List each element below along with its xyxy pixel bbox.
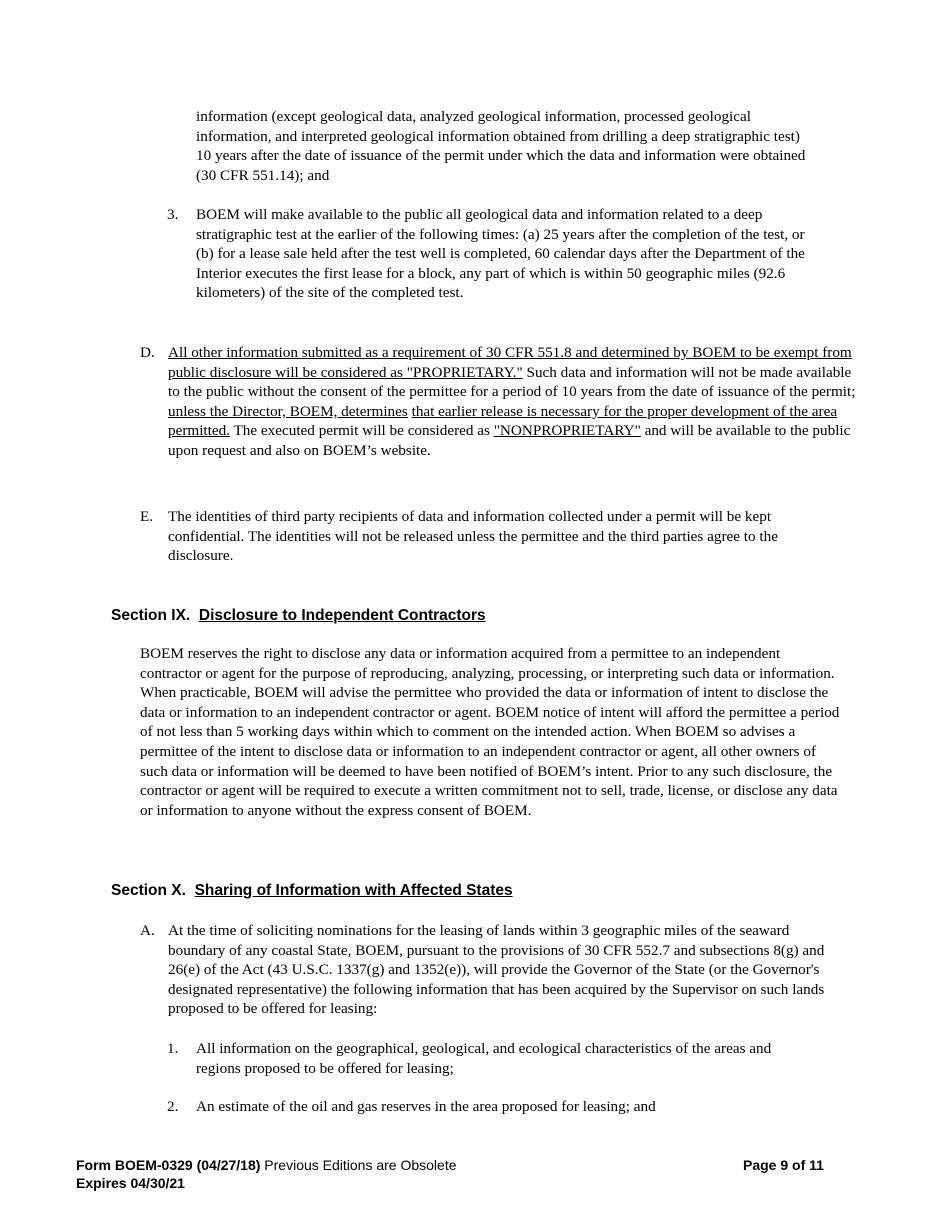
section-title: Disclosure to Independent Contractors: [198, 607, 486, 624]
body-text: Such data and information will not be made available to the public without the consent of the permittee for a period of 10 years from the date of issuance of the permit;: [168, 363, 856, 401]
section-x-heading: [111, 882, 513, 900]
footer-form-info: [76, 1156, 457, 1192]
list-item-d: [168, 343, 860, 461]
section-ix-heading: [111, 607, 486, 625]
section-ix-body: BOEM reserves the right to disclose any data or information acquired from a permittee to an independent contractor or agent for the purpose of reproducing, analyzing, processing, or interpreting such data or information. When practicable, BOEM will advise the permittee who provided the data or information of intent to disclose the data or information to an independent contractor or agent. BOEM notice of intent will afford the permittee a period of not less than 5 working days within which to comment on the intended action. When BOEM so advises a permittee of the intent to disclose data or information to an independent contractor or agent, all other owners of such data or information will be deemed to have been notified of BOEM’s intent. Prior to any such disclosure, the contractor or agent will be required to execute a written commitment not to sell, trade, license, or disclose any data or information to anyone without the express consent of BOEM.: [140, 645, 840, 819]
underlined-text: "NONPROPRIETARY": [493, 422, 641, 440]
continuation-paragraph: information (except geological data, analyzed geological information, processed geological information, and interpreted geological information obtained from drilling a deep stratigraphic test) 10 years after the date of issuance of the permit under which the data and information were obtained (30 CFR 551.14); and: [196, 108, 806, 184]
list-item: An estimate of the oil and gas reserves in the area proposed for leasing; and: [196, 1098, 656, 1115]
list-item-c3: BOEM will make available to the public all geological data and information related to a deep stratigraphic test at the earlier of the following times: (a) 25 years after the completion of the test, or (b) for a lease sale held after the test well is completed, 60 calendar days after the Department of the Interior executes the first lease for a block, any part of which is within 50 geographic miles (92.6 kilometers) of the site of the completed test.: [196, 206, 805, 302]
list-number: 1.: [167, 1040, 179, 1057]
list-item: All information on the geographical, geological, and ecological characteristics of the areas and regions proposed to be offered for leasing;: [196, 1040, 772, 1077]
list-letter: D.: [140, 344, 155, 361]
expires-date: Expires 04/30/21: [76, 1175, 185, 1191]
list-item-e: The identities of third party recipients of data and information collected under a permit will be kept confidential. The identities will not be released unless the permittee and the third parties agree to the disclosure.: [168, 508, 778, 565]
section-title: Sharing of Information with Affected States: [194, 882, 513, 899]
underlined-text: that earlier release is necessary for the proper development of the area permitted.: [168, 402, 838, 440]
section-label: Section IX.: [111, 607, 191, 624]
underlined-text: All other information submitted as a requirement of 30 CFR 551.8 and determined by BOEM to be exempt from public disclosure will be considered as "PROPRIETARY.": [168, 344, 852, 381]
underlined-text: unless the Director, BOEM, determines: [168, 402, 408, 420]
section-label: Section X.: [111, 882, 186, 899]
list-letter: E.: [140, 508, 154, 525]
form-id: Form BOEM-0329 (04/27/18): [76, 1157, 261, 1173]
body-text: The executed permit will be considered as: [230, 422, 494, 440]
editions-note: Previous Editions are Obsolete: [260, 1157, 457, 1173]
list-letter: A.: [140, 922, 155, 939]
section-x-item-a: At the time of soliciting nominations for the leasing of lands within 3 geographic miles of the seaward boundary of any coastal State, BOEM, pursuant to the provisions of 30 CFR 552.7 and subsections 8(g) and 26(e) of the Act (43 U.S.C. 1337(g) and 1352(e)), will provide the Governor of the State (or the Governor's designated representative) the following information that has been acquired by the Supervisor on such lands proposed to be offered for leasing:: [168, 922, 825, 1018]
body-text: and will be available to the public upon request and also on BOEM’s website.: [168, 422, 851, 459]
page-number: Page 9 of 11: [743, 1157, 824, 1173]
list-number: 3.: [167, 206, 179, 223]
list-number: 2.: [167, 1098, 179, 1115]
